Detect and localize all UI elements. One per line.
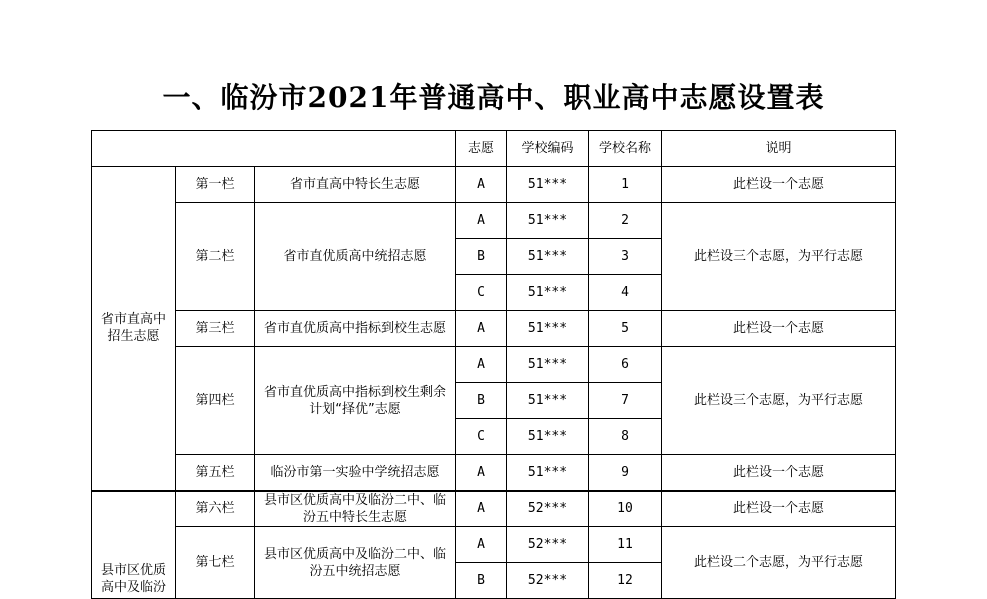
- num-cell: 4: [589, 275, 662, 311]
- page-title: 一、临汾市2021年普通高中、职业高中志愿设置表: [162, 81, 825, 114]
- note-cell: 此栏设三个志愿，为平行志愿: [662, 203, 896, 311]
- header-choice: 志愿: [456, 131, 507, 167]
- code-cell: 52***: [507, 527, 589, 563]
- choice-cell: B: [456, 383, 507, 419]
- code-cell: 51***: [507, 419, 589, 455]
- code-cell: 51***: [507, 347, 589, 383]
- num-cell: 8: [589, 419, 662, 455]
- header-code: 学校编码: [507, 131, 589, 167]
- column-title: 临汾市第一实验中学统招志愿: [255, 455, 456, 491]
- column-label: 第七栏: [176, 527, 255, 599]
- table-row: [92, 203, 896, 239]
- num-cell: 9: [589, 455, 662, 491]
- column-label: 第一栏: [176, 167, 255, 203]
- note-cell: 此栏设二个志愿，为平行志愿: [662, 527, 896, 599]
- code-cell: 51***: [507, 275, 589, 311]
- column-label: 第六栏: [176, 491, 255, 527]
- column-title: 省市直优质高中指标到校生剩余计划“择优”志愿: [255, 347, 456, 455]
- table-row: [92, 527, 896, 563]
- choice-cell: A: [456, 455, 507, 491]
- header-name: 学校名称: [589, 131, 662, 167]
- column-title: 省市直高中特长生志愿: [255, 167, 456, 203]
- code-cell: 52***: [507, 563, 589, 599]
- num-cell: 6: [589, 347, 662, 383]
- column-title: 县市区优质高中及临汾二中、临汾五中统招志愿: [255, 527, 456, 599]
- column-title: 省市直优质高中指标到校生志愿: [255, 311, 456, 347]
- choice-cell: C: [456, 275, 507, 311]
- header-row: [92, 131, 896, 167]
- header-note: 说明: [662, 131, 896, 167]
- volunteer-table: [91, 130, 896, 599]
- choice-cell: A: [456, 203, 507, 239]
- column-title: 省市直优质高中统招志愿: [255, 203, 456, 311]
- choice-cell: C: [456, 419, 507, 455]
- choice-cell: A: [456, 167, 507, 203]
- code-cell: 51***: [507, 239, 589, 275]
- table-row: [92, 455, 896, 491]
- num-cell: 1: [589, 167, 662, 203]
- table-row: [92, 347, 896, 383]
- choice-cell: A: [456, 347, 507, 383]
- note-cell: 此栏设一个志愿: [662, 311, 896, 347]
- choice-cell: A: [456, 527, 507, 563]
- num-cell: 7: [589, 383, 662, 419]
- note-cell: 此栏设一个志愿: [662, 455, 896, 491]
- group-label: 省市直高中招生志愿: [92, 167, 176, 491]
- code-cell: 51***: [507, 311, 589, 347]
- num-cell: 11: [589, 527, 662, 563]
- num-cell: 3: [589, 239, 662, 275]
- table-row: [92, 167, 896, 203]
- code-cell: 51***: [507, 167, 589, 203]
- column-label: 第三栏: [176, 311, 255, 347]
- code-cell: 51***: [507, 203, 589, 239]
- table-row: [92, 311, 896, 347]
- code-cell: 51***: [507, 383, 589, 419]
- num-cell: 2: [589, 203, 662, 239]
- code-cell: 52***: [507, 491, 589, 527]
- choice-cell: B: [456, 563, 507, 599]
- choice-cell: A: [456, 311, 507, 347]
- table-row: [92, 491, 896, 527]
- group-label: 县市区优质高中及临汾: [92, 491, 176, 599]
- num-cell: 12: [589, 563, 662, 599]
- note-cell: 此栏设一个志愿: [662, 167, 896, 203]
- column-label: 第五栏: [176, 455, 255, 491]
- column-label: 第四栏: [176, 347, 255, 455]
- choice-cell: B: [456, 239, 507, 275]
- note-cell: 此栏设三个志愿，为平行志愿: [662, 347, 896, 455]
- header-empty-cell: [92, 131, 456, 167]
- column-title: 县市区优质高中及临汾二中、临汾五中特长生志愿: [255, 491, 456, 527]
- choice-cell: A: [456, 491, 507, 527]
- note-cell: 此栏设一个志愿: [662, 491, 896, 527]
- code-cell: 51***: [507, 455, 589, 491]
- column-label: 第二栏: [176, 203, 255, 311]
- num-cell: 5: [589, 311, 662, 347]
- num-cell: 10: [589, 491, 662, 527]
